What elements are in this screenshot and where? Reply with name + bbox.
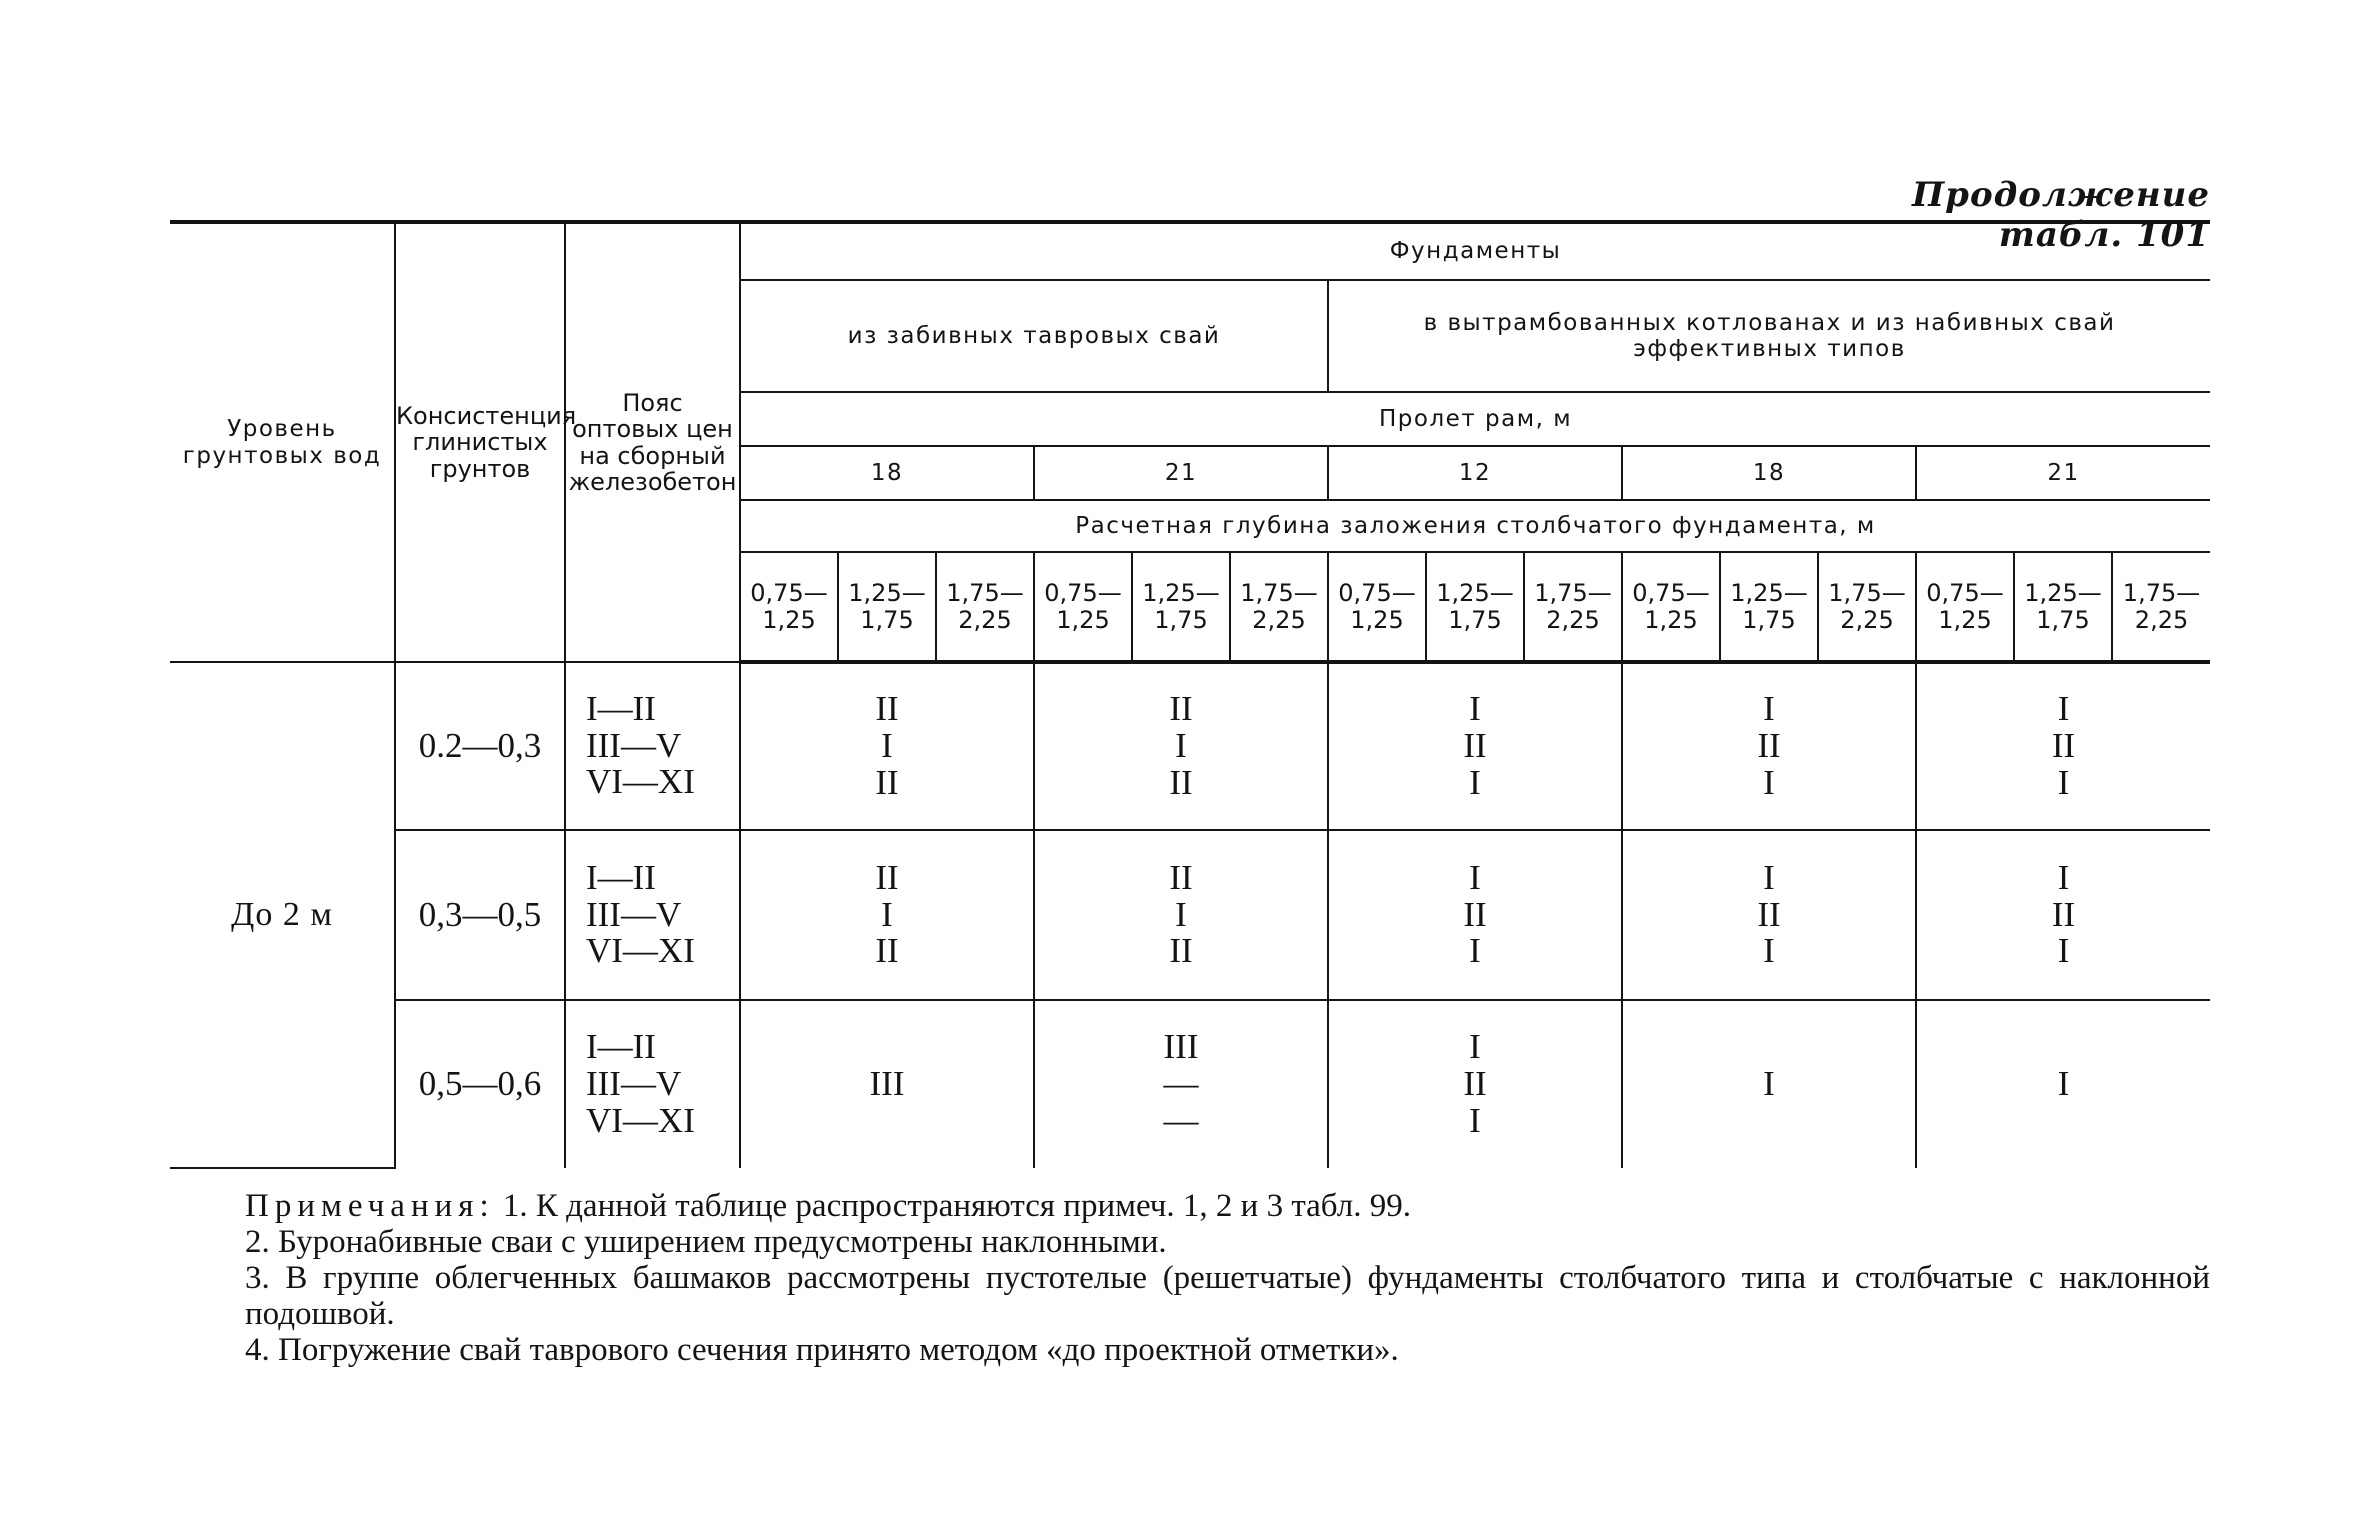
category-value: II	[2051, 894, 2076, 934]
category-value: II	[875, 857, 899, 897]
category-value: II	[1169, 762, 1193, 802]
category-value: II	[1169, 857, 1193, 897]
header-price-zone: Пояс оптовых цен на сборный железобетон	[565, 222, 740, 662]
category-value: I	[1469, 1027, 1481, 1067]
category-value: II	[2051, 726, 2076, 766]
header-depth-range: 1,75— 2,25	[1818, 552, 1916, 662]
note-2: 2. Буронабивные сваи с уширением предусмотрены наклонными.	[245, 1224, 1167, 1260]
header-span-value: 12	[1328, 446, 1622, 500]
category-value: I	[1763, 762, 1775, 802]
price-zone-label: III—V	[586, 894, 682, 934]
price-zone-label: VI—XI	[586, 931, 695, 971]
price-zone-label: III—V	[586, 1064, 682, 1104]
header-span-value: 21	[1916, 446, 2210, 500]
header-depth: Расчетная глубина заложения столбчатого фундамента, м	[740, 500, 2210, 552]
header-foundations: Фундаменты	[740, 222, 2210, 280]
category-value: II	[875, 762, 899, 802]
category-value: I	[1469, 857, 1481, 897]
category-value: II	[875, 931, 899, 971]
category-value: II	[1757, 894, 1781, 934]
header-span-value: 18	[740, 446, 1034, 500]
price-zones	[565, 662, 740, 830]
category-value: I	[2057, 857, 2070, 897]
category-value: I	[1175, 894, 1187, 934]
header-consistency: Консистенция глинистых грунтов	[395, 222, 565, 662]
value-cell	[740, 830, 1034, 1000]
price-zone-label: III—V	[586, 725, 682, 765]
note-1	[170, 1188, 2210, 1224]
header-depth-range: 1,75— 2,25	[936, 552, 1034, 662]
value-cell	[740, 662, 1034, 830]
table-caption: Продолжение табл. 101	[1912, 175, 2210, 255]
header-depth-range: 1,25— 1,75	[838, 552, 936, 662]
header-group-driven-piles: из забивных тавровых свай	[740, 280, 1328, 392]
category-value: —	[1163, 1100, 1199, 1140]
category-value: I	[1763, 689, 1775, 729]
value-cell	[1034, 830, 1328, 1000]
category-value: II	[1463, 894, 1487, 934]
category-value: —	[1163, 1064, 1199, 1104]
header-depth-range: 1,25— 1,75	[1426, 552, 1524, 662]
notes-block	[170, 1188, 2210, 1368]
header-depth-range: 1,75— 2,25	[1524, 552, 1622, 662]
category-value: I	[2057, 1064, 2070, 1104]
price-zone-label: VI—XI	[586, 1100, 695, 1140]
header-span-value: 21	[1034, 446, 1328, 500]
foundation-table	[170, 220, 2210, 1169]
value-cell	[1622, 1000, 1916, 1168]
category-value: I	[1469, 931, 1481, 971]
value-cell	[1034, 662, 1328, 830]
category-value: I	[2057, 762, 2070, 802]
category-value: I	[2057, 931, 2070, 971]
price-zone-label: I—II	[586, 1027, 656, 1067]
consistency-value: 0.2—0,3	[395, 662, 565, 830]
category-value: II	[1169, 689, 1193, 729]
category-value: II	[1463, 726, 1487, 766]
header-depth-range: 0,75— 1,25	[1034, 552, 1132, 662]
value-cell	[1328, 1000, 1622, 1168]
category-value: III	[869, 1064, 905, 1104]
header-span: Пролет рам, м	[740, 392, 2210, 446]
category-value: II	[1757, 726, 1781, 766]
header-depth-range: 1,25— 1,75	[2014, 552, 2112, 662]
value-cell	[1328, 830, 1622, 1000]
header-depth-range: 1,75— 2,25	[1230, 552, 1328, 662]
category-value: I	[881, 894, 893, 934]
category-value: I	[1763, 1064, 1775, 1104]
value-cell	[1034, 1000, 1328, 1168]
value-cell	[1328, 662, 1622, 830]
header-depth-range: 1,75— 2,25	[2112, 552, 2210, 662]
value-cell	[740, 1000, 1034, 1168]
value-cell	[1916, 830, 2210, 1000]
category-value: I	[1469, 689, 1481, 729]
value-cell	[1916, 662, 2210, 830]
category-value: I	[1469, 762, 1481, 802]
header-depth-range: 0,75— 1,25	[1328, 552, 1426, 662]
value-cell	[1622, 662, 1916, 830]
category-value: II	[875, 689, 899, 729]
category-value: I	[1763, 857, 1775, 897]
header-depth-range: 1,25— 1,75	[1132, 552, 1230, 662]
category-value: I	[1469, 1100, 1481, 1140]
groundwater-level-value: До 2 м	[170, 662, 395, 1168]
note-4: 4. Погружение свай таврового сечения принято методом «до проектной отметки».	[245, 1332, 1399, 1368]
note-3: 3. В группе облегченных башмаков рассмотрены пустотелые (решетчатые) фундаменты столбчатого типа и столбчатые с наклонной подошвой.	[245, 1260, 2210, 1332]
header-groundwater-level: Уровень грунтовых вод	[170, 222, 395, 662]
category-value: I	[881, 726, 893, 766]
category-value: II	[1169, 931, 1193, 971]
consistency-value: 0,3—0,5	[395, 830, 565, 1000]
category-value: I	[2057, 689, 2070, 729]
price-zone-label: I—II	[586, 857, 656, 897]
category-value: I	[1175, 726, 1187, 766]
consistency-value: 0,5—0,6	[395, 1000, 565, 1168]
price-zone-label: I—II	[586, 688, 656, 728]
header-span-value: 18	[1622, 446, 1916, 500]
value-cell	[1622, 830, 1916, 1000]
header-depth-range: 0,75— 1,25	[1916, 552, 2014, 662]
category-value: III	[1163, 1027, 1199, 1067]
header-depth-range: 1,25— 1,75	[1720, 552, 1818, 662]
header-depth-range: 0,75— 1,25	[740, 552, 838, 662]
notes-label: Примечания:	[245, 1188, 495, 1224]
price-zones	[565, 830, 740, 1000]
price-zone-label: VI—XI	[586, 762, 695, 802]
note-1-text: 1. К данной таблице распространяются примеч. 1, 2 и 3 табл. 99.	[502, 1188, 1411, 1224]
category-value: II	[1463, 1064, 1487, 1104]
price-zones	[565, 1000, 740, 1168]
value-cell	[1916, 1000, 2210, 1168]
header-depth-range: 0,75— 1,25	[1622, 552, 1720, 662]
header-group-rammed-pits: в вытрамбованных котлованах и из набивных свай эффективных типов	[1328, 280, 2210, 392]
category-value: I	[1763, 931, 1775, 971]
